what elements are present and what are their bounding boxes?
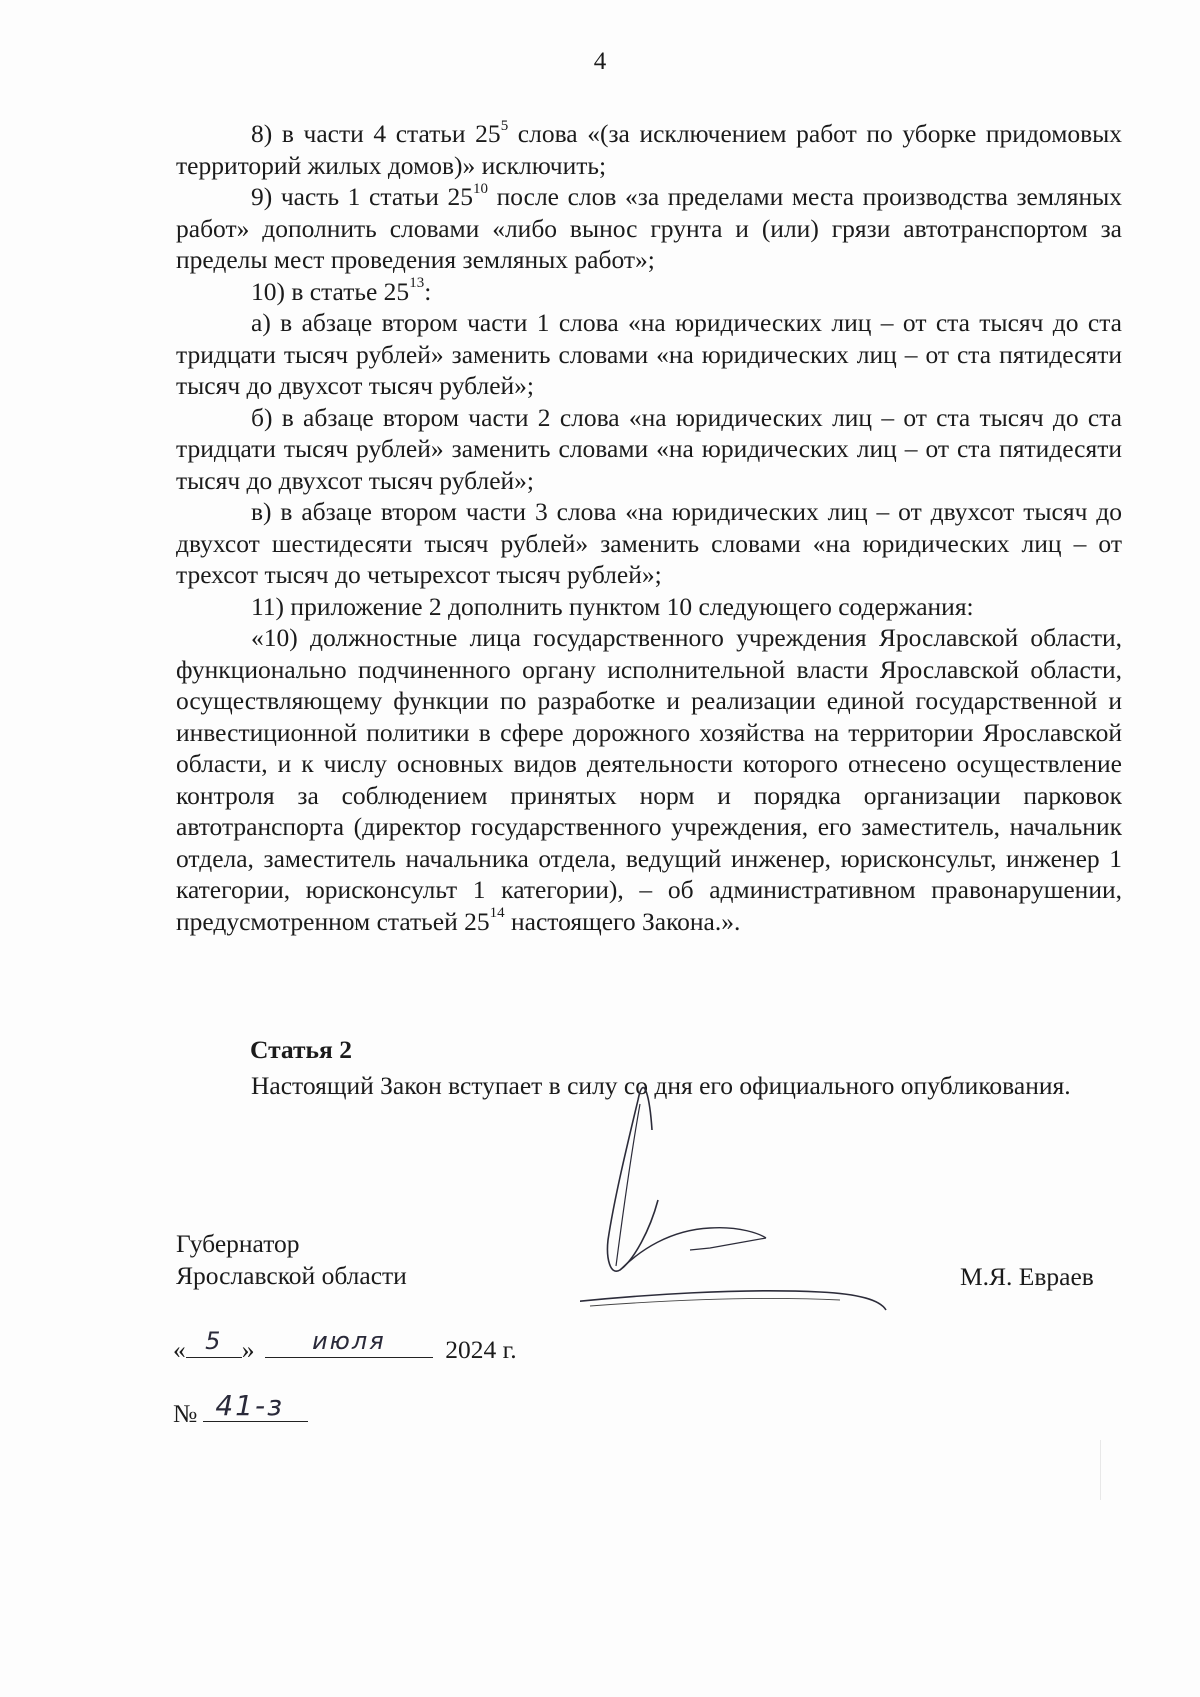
amendment-quote: «10) должностные лица государственного учреждения Ярославской области, функционально подчиненного органу исполнительной власти Ярославской области, осуществляющему функции по разработке и реализации единой государственной и инвестиционной политики в сфере дорожного хозяйства на территории Ярославской области, и к числу основных видов деятельности которого отнесено осуществление контроля за соблюдением принятых норм и порядка организации парковок автотранспорта (директор государственного учреждения, его заместитель, начальник отдела, заместитель начальника отдела, ведущий инженер, юрисконсульт, инженер 1 категории, юрисконсульт 1 категории), – об административном правонарушении, предусмотренном статьей $25^{14}$ настоящего Закона.». xyxy=(176,623,1122,936)
governor-title-line1: Губернатор xyxy=(176,1229,300,1258)
signing-date xyxy=(173,1327,517,1365)
year: 2024 г. xyxy=(445,1335,517,1364)
governor-name: М.Я. Евраев xyxy=(960,1262,1094,1291)
amendment-subitem: а) в абзаце втором части 1 слова «на юридических лиц – от ста тысяч до ста тридцати тысяч рублей» заменить словами «на юридических лиц – от ста пятидесяти тысяч до двухсот тысяч рублей»; xyxy=(176,308,1122,400)
amendment-subitem: в) в абзаце втором части 3 слова «на юридических лиц – от двухсот тысяч до двухсот шестидесяти тысяч рублей» заменить словами «на юридических лиц – от трехсот тысяч до четырехсот тысяч рублей»; xyxy=(176,497,1122,589)
scan-artifact xyxy=(1100,1440,1101,1500)
amendment-subitem: б) в абзаце втором части 2 слова «на юридических лиц – от ста тысяч до ста тридцати тысяч рублей» заменить словами «на юридических лиц – от ста пятидесяти тысяч до двухсот тысяч рублей»; xyxy=(176,402,1122,495)
open-quote: « xyxy=(173,1335,186,1364)
page-number: 4 xyxy=(593,48,607,75)
article-title: Статья 2 xyxy=(250,1035,352,1064)
amendments-list xyxy=(176,118,1122,937)
day-blank xyxy=(186,1327,242,1358)
amendment-item: 9) часть 1 статьи $25^{10}$ после слов «за пределами места производства земляных работ» дополнить словами «либо вынос грунта и (или) грязи автотранспортом за пределы мест проведения земляных работ»; xyxy=(176,180,1122,274)
number-blank xyxy=(203,1389,308,1422)
number-sign: № xyxy=(173,1399,198,1428)
article-paragraph: Настоящий Закон вступает в силу со дня его официального опубликования. xyxy=(251,1071,1071,1100)
amendment-item: 8) в части 4 статьи $25^5$ слова «(за исключением работ по уборке придомовых территорий жилых домов)» исключить; xyxy=(176,117,1122,180)
close-quote: » xyxy=(241,1335,255,1364)
governor-title xyxy=(176,1228,407,1292)
signature-image xyxy=(580,1080,960,1330)
law-number xyxy=(173,1389,308,1429)
governor-title-line2: Ярославской области xyxy=(176,1261,407,1290)
number-handwritten: 41-з xyxy=(215,1389,284,1422)
amendment-item: 10) в статье $25^{13}$: xyxy=(251,275,432,306)
amendment-item: 11) приложение 2 дополнить пунктом 10 следующего содержания: xyxy=(251,591,974,621)
month-blank xyxy=(265,1327,433,1358)
month-handwritten: июля xyxy=(312,1327,386,1355)
day-handwritten: 5 xyxy=(205,1327,223,1355)
